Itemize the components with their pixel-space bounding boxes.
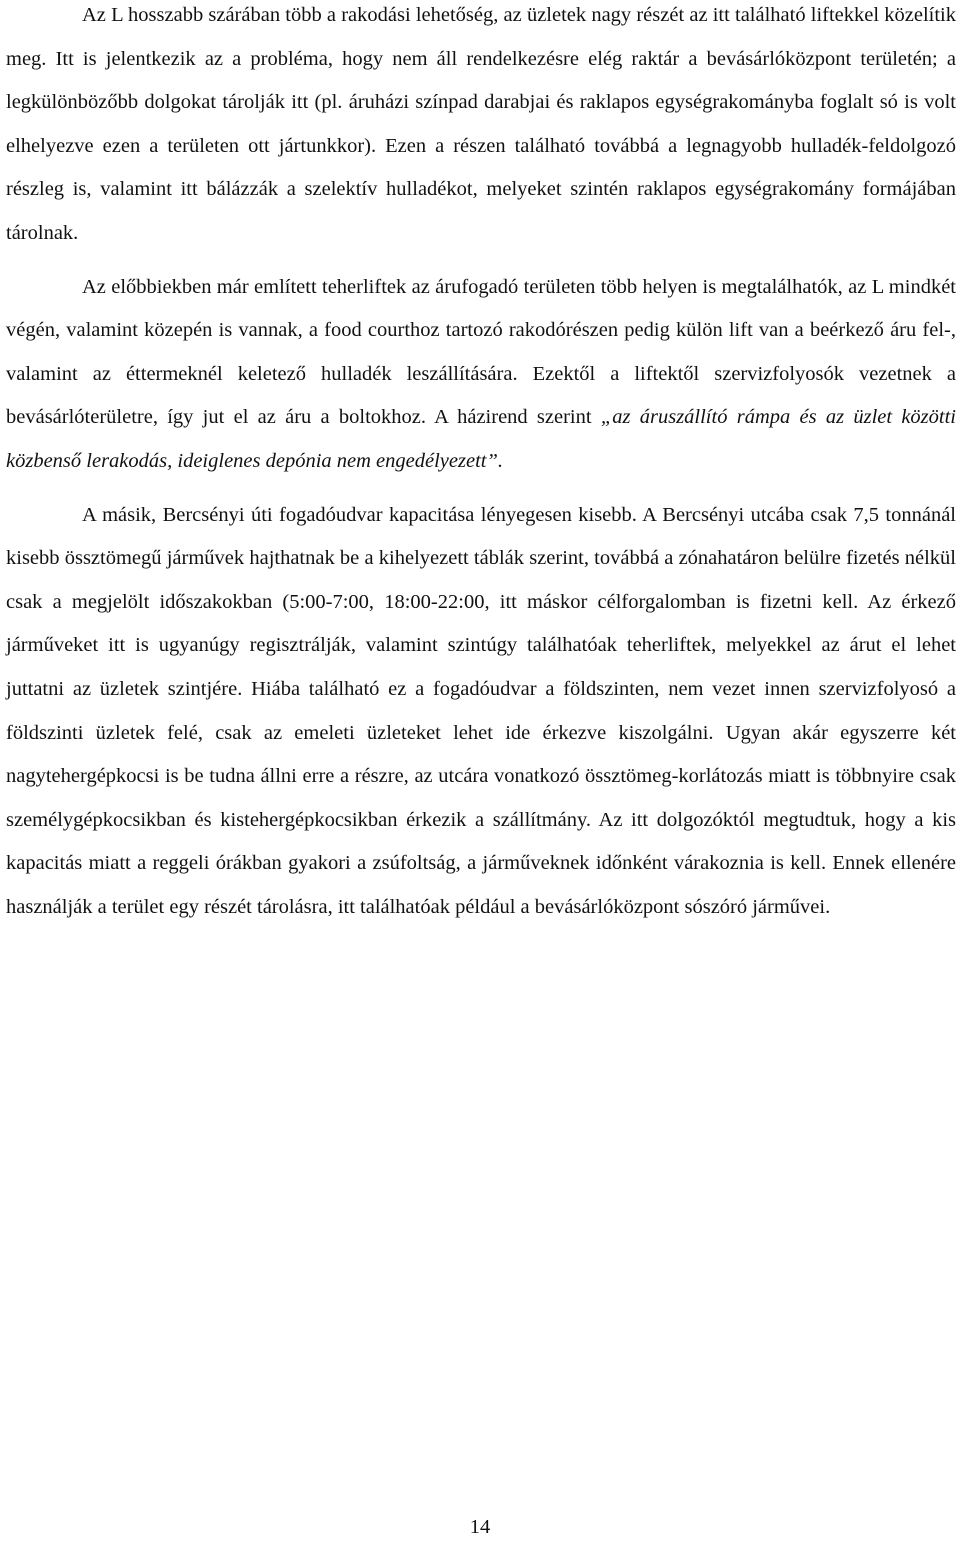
house-rules-quote: „az áruszállító rámpa és az üzlet közötti közbenső lerakodás, ideiglenes depónia nem engedélyezett”. xyxy=(6,406,956,472)
paragraph-text: Az L hosszabb szárában több a rakodási lehetőség, az üzletek nagy részét az itt található liftekkel közelítik meg. Itt is jelentkezik az a probléma, hogy nem áll rendelkezésre elég raktár a bevásárlóközpont területén; a legkülönbözőbb dolgokat tárolják itt (pl. áruházi színpad darabjai és raklapos egységrakományba foglalt só is volt elhelyezve ezen a területen ott jártunkkor). Ezen a részen található továbbá a legnagyobb hulladék-feldolgozó részleg is, valamint itt bálázzák a szelektív hulladékot, melyeket szintén raklapos egységrakomány formájában tárolnak. xyxy=(6,4,956,244)
paragraph-text: A másik, Bercsényi úti fogadóudvar kapacitása lényegesen kisebb. A Bercsényi utcába csak 7,5 tonnánál kisebb össztömegű járművek hajthatnak be a kihelyezett táblák szerint, továbbá a zónahatáron belülre fizetés nélkül csak a megjelölt időszakokban (5:00-7:00, 18:00-22:00, itt máskor célforgalomban is fizetni kell. Az érkező járműveket itt is ugyanúgy regisztrálják, valamint szintúgy találhatóak teherliftek, melyekkel az árut el lehet juttatni az üzletek szintjére. Hiába található ez a fogadóudvar a földszinten, nem vezet innen szervizfolyosó a földszinti üzletek felé, csak az emeleti üzleteket lehet ide érkezve kiszolgálni. Ugyan akár egyszerre két nagytehergépkocsi is be tudna állni erre a részre, az utcára vonatkozó össztömeg-korlátozás miatt is többnyire csak személygépkocsikban és kistehergépkocsikban érkezik a szállítmány. Az itt dolgozóktól megtudtuk, hogy a kis kapacitás miatt a reggeli órákban gyakori a zsúfoltság, a járműveknek időnként várakoznia is kell. Ennek ellenére használják a terület egy részét tárolásra, itt találhatóak például a bevásárlóközpont sószóró járművei. xyxy=(6,503,956,918)
paragraph-teherliftek xyxy=(6,266,956,484)
page-number: 14 xyxy=(469,1516,491,1538)
paragraph-text: Az előbbiekben már említett teherliftek az árufogadó területen több helyen is megtalálhatók, az L mindkét végén, valamint közepén is vannak, a food courthoz tartozó rakodórészen pedig külön lift van a beérkező áru fel-, valamint az éttermeknél keletező hulladék leszállítására. Ezektől a liftektől szervizfolyosók vezetnek a bevásárlóterületre, így jut el az áru a boltokhoz. A házirend szerint xyxy=(6,275,956,429)
body-text xyxy=(6,0,956,929)
paragraph-rakodasi-lehetoseg xyxy=(6,0,956,256)
paragraph-bercsenyi-udvar xyxy=(6,494,956,930)
